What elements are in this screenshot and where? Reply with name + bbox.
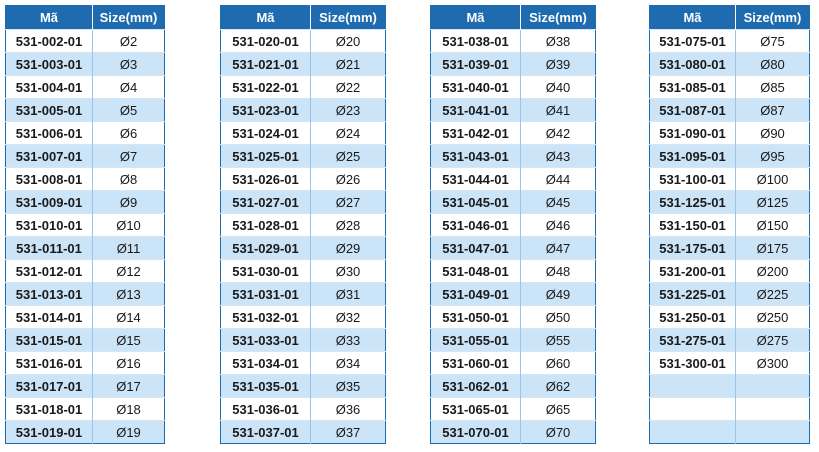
size-cell: Ø38 bbox=[521, 30, 596, 53]
table-row bbox=[650, 53, 810, 76]
table-row bbox=[221, 191, 386, 214]
part-code-cell: 531-027-01 bbox=[221, 191, 311, 214]
table-row bbox=[431, 260, 596, 283]
part-code-cell bbox=[650, 398, 736, 421]
size-cell: Ø5 bbox=[93, 99, 165, 122]
table-row bbox=[431, 30, 596, 53]
size-cell: Ø250 bbox=[736, 306, 810, 329]
size-cell: Ø2 bbox=[93, 30, 165, 53]
table-row bbox=[221, 306, 386, 329]
part-code-cell: 531-026-01 bbox=[221, 168, 311, 191]
size-cell: Ø9 bbox=[93, 191, 165, 214]
part-code-cell: 531-011-01 bbox=[6, 237, 93, 260]
size-table-1 bbox=[5, 5, 165, 444]
part-code-cell: 531-085-01 bbox=[650, 76, 736, 99]
size-cell: Ø26 bbox=[311, 168, 386, 191]
size-cell: Ø42 bbox=[521, 122, 596, 145]
table-row bbox=[221, 214, 386, 237]
part-code-cell: 531-042-01 bbox=[431, 122, 521, 145]
part-code-cell: 531-008-01 bbox=[6, 168, 93, 191]
table-row bbox=[6, 421, 165, 444]
size-table-4 bbox=[649, 5, 810, 444]
size-cell: Ø87 bbox=[736, 99, 810, 122]
table-row bbox=[431, 145, 596, 168]
part-code-cell: 531-044-01 bbox=[431, 168, 521, 191]
part-code-cell: 531-100-01 bbox=[650, 168, 736, 191]
size-cell bbox=[736, 421, 810, 444]
part-code-cell: 531-045-01 bbox=[431, 191, 521, 214]
size-cell: Ø95 bbox=[736, 145, 810, 168]
table-row bbox=[650, 145, 810, 168]
table-row bbox=[221, 145, 386, 168]
table-row bbox=[431, 329, 596, 352]
size-cell: Ø35 bbox=[311, 375, 386, 398]
size-cell: Ø41 bbox=[521, 99, 596, 122]
part-code-cell: 531-005-01 bbox=[6, 99, 93, 122]
table-row bbox=[221, 398, 386, 421]
part-code-cell: 531-090-01 bbox=[650, 122, 736, 145]
part-code-cell: 531-034-01 bbox=[221, 352, 311, 375]
size-cell: Ø17 bbox=[93, 375, 165, 398]
size-cell: Ø13 bbox=[93, 283, 165, 306]
table-row bbox=[650, 375, 810, 398]
size-cell: Ø47 bbox=[521, 237, 596, 260]
part-code-cell: 531-014-01 bbox=[6, 306, 93, 329]
part-code-cell: 531-015-01 bbox=[6, 329, 93, 352]
table-row bbox=[6, 122, 165, 145]
part-code-cell: 531-009-01 bbox=[6, 191, 93, 214]
table-row bbox=[221, 237, 386, 260]
table-row bbox=[650, 122, 810, 145]
table-row bbox=[221, 30, 386, 53]
table-row bbox=[431, 53, 596, 76]
size-cell: Ø11 bbox=[93, 237, 165, 260]
size-cell: Ø75 bbox=[736, 30, 810, 53]
header-code: Mã bbox=[221, 6, 311, 30]
table-row bbox=[6, 398, 165, 421]
table-row bbox=[221, 260, 386, 283]
table-row bbox=[6, 283, 165, 306]
size-cell: Ø28 bbox=[311, 214, 386, 237]
part-code-cell: 531-004-01 bbox=[6, 76, 93, 99]
size-cell: Ø300 bbox=[736, 352, 810, 375]
table-row bbox=[6, 329, 165, 352]
size-cell bbox=[736, 398, 810, 421]
size-cell: Ø85 bbox=[736, 76, 810, 99]
size-cell: Ø24 bbox=[311, 122, 386, 145]
size-cell: Ø16 bbox=[93, 352, 165, 375]
part-code-cell: 531-039-01 bbox=[431, 53, 521, 76]
size-cell: Ø4 bbox=[93, 76, 165, 99]
part-code-cell: 531-047-01 bbox=[431, 237, 521, 260]
part-code-cell: 531-125-01 bbox=[650, 191, 736, 214]
part-code-cell: 531-017-01 bbox=[6, 375, 93, 398]
size-table-3 bbox=[430, 5, 596, 444]
header-size: Size(mm) bbox=[736, 6, 810, 30]
table-row bbox=[431, 122, 596, 145]
part-code-cell: 531-095-01 bbox=[650, 145, 736, 168]
table-row bbox=[650, 99, 810, 122]
size-cell: Ø36 bbox=[311, 398, 386, 421]
table-row bbox=[6, 191, 165, 214]
size-cell: Ø65 bbox=[521, 398, 596, 421]
size-cell: Ø100 bbox=[736, 168, 810, 191]
table-header-row bbox=[6, 6, 165, 30]
size-cell: Ø22 bbox=[311, 76, 386, 99]
table-row bbox=[431, 191, 596, 214]
size-cell: Ø27 bbox=[311, 191, 386, 214]
part-code-cell: 531-065-01 bbox=[431, 398, 521, 421]
table-row bbox=[221, 168, 386, 191]
table-row bbox=[431, 99, 596, 122]
part-code-cell: 531-080-01 bbox=[650, 53, 736, 76]
part-code-cell: 531-016-01 bbox=[6, 352, 93, 375]
table-row bbox=[221, 99, 386, 122]
table-row bbox=[221, 76, 386, 99]
size-cell: Ø29 bbox=[311, 237, 386, 260]
part-code-cell: 531-200-01 bbox=[650, 260, 736, 283]
size-cell: Ø7 bbox=[93, 145, 165, 168]
size-cell: Ø21 bbox=[311, 53, 386, 76]
table-row bbox=[221, 122, 386, 145]
size-cell: Ø19 bbox=[93, 421, 165, 444]
table-header-row bbox=[650, 6, 810, 30]
part-code-cell: 531-019-01 bbox=[6, 421, 93, 444]
size-cell: Ø30 bbox=[311, 260, 386, 283]
part-code-cell: 531-038-01 bbox=[431, 30, 521, 53]
size-cell: Ø32 bbox=[311, 306, 386, 329]
part-code-cell: 531-024-01 bbox=[221, 122, 311, 145]
size-cell: Ø34 bbox=[311, 352, 386, 375]
part-code-cell: 531-025-01 bbox=[221, 145, 311, 168]
part-code-cell: 531-225-01 bbox=[650, 283, 736, 306]
part-code-cell: 531-007-01 bbox=[6, 145, 93, 168]
size-cell: Ø175 bbox=[736, 237, 810, 260]
table-row bbox=[6, 214, 165, 237]
part-code-cell: 531-060-01 bbox=[431, 352, 521, 375]
part-code-cell: 531-050-01 bbox=[431, 306, 521, 329]
table-row bbox=[431, 352, 596, 375]
size-cell: Ø40 bbox=[521, 76, 596, 99]
table-row bbox=[221, 375, 386, 398]
size-cell: Ø225 bbox=[736, 283, 810, 306]
part-code-cell: 531-032-01 bbox=[221, 306, 311, 329]
table-row bbox=[6, 53, 165, 76]
table-row bbox=[431, 76, 596, 99]
part-code-cell: 531-029-01 bbox=[221, 237, 311, 260]
part-code-cell bbox=[650, 421, 736, 444]
table-row bbox=[650, 352, 810, 375]
table-row bbox=[431, 375, 596, 398]
table-row bbox=[6, 352, 165, 375]
part-code-cell: 531-037-01 bbox=[221, 421, 311, 444]
size-cell: Ø55 bbox=[521, 329, 596, 352]
table-row bbox=[6, 260, 165, 283]
size-cell: Ø15 bbox=[93, 329, 165, 352]
size-cell: Ø39 bbox=[521, 53, 596, 76]
part-code-cell: 531-049-01 bbox=[431, 283, 521, 306]
table-row bbox=[650, 283, 810, 306]
size-cell: Ø45 bbox=[521, 191, 596, 214]
table-row bbox=[221, 421, 386, 444]
size-cell: Ø10 bbox=[93, 214, 165, 237]
part-code-cell: 531-062-01 bbox=[431, 375, 521, 398]
size-cell: Ø44 bbox=[521, 168, 596, 191]
part-code-cell: 531-075-01 bbox=[650, 30, 736, 53]
part-code-cell: 531-300-01 bbox=[650, 352, 736, 375]
table-row bbox=[650, 76, 810, 99]
table-row bbox=[650, 214, 810, 237]
part-code-cell: 531-018-01 bbox=[6, 398, 93, 421]
table-row bbox=[650, 329, 810, 352]
table-row bbox=[650, 168, 810, 191]
table-row bbox=[431, 237, 596, 260]
part-code-cell: 531-003-01 bbox=[6, 53, 93, 76]
part-code-cell: 531-055-01 bbox=[431, 329, 521, 352]
part-code-cell: 531-013-01 bbox=[6, 283, 93, 306]
size-cell: Ø18 bbox=[93, 398, 165, 421]
part-code-cell: 531-043-01 bbox=[431, 145, 521, 168]
size-cell: Ø8 bbox=[93, 168, 165, 191]
part-code-cell: 531-046-01 bbox=[431, 214, 521, 237]
table-row bbox=[6, 145, 165, 168]
part-code-cell: 531-006-01 bbox=[6, 122, 93, 145]
size-cell: Ø6 bbox=[93, 122, 165, 145]
size-cell: Ø275 bbox=[736, 329, 810, 352]
table-row bbox=[6, 375, 165, 398]
part-code-cell: 531-033-01 bbox=[221, 329, 311, 352]
part-code-cell: 531-035-01 bbox=[221, 375, 311, 398]
table-row bbox=[221, 329, 386, 352]
size-cell: Ø31 bbox=[311, 283, 386, 306]
table-row bbox=[221, 352, 386, 375]
part-code-cell: 531-041-01 bbox=[431, 99, 521, 122]
table-row bbox=[431, 421, 596, 444]
size-cell: Ø12 bbox=[93, 260, 165, 283]
part-code-cell: 531-002-01 bbox=[6, 30, 93, 53]
part-code-cell: 531-275-01 bbox=[650, 329, 736, 352]
header-code: Mã bbox=[431, 6, 521, 30]
table-row bbox=[6, 30, 165, 53]
size-cell: Ø50 bbox=[521, 306, 596, 329]
table-row bbox=[650, 260, 810, 283]
size-cell: Ø37 bbox=[311, 421, 386, 444]
part-code-cell: 531-030-01 bbox=[221, 260, 311, 283]
table-row bbox=[221, 53, 386, 76]
header-code: Mã bbox=[650, 6, 736, 30]
part-code-cell: 531-036-01 bbox=[221, 398, 311, 421]
part-code-cell: 531-031-01 bbox=[221, 283, 311, 306]
part-code-cell: 531-175-01 bbox=[650, 237, 736, 260]
size-cell: Ø90 bbox=[736, 122, 810, 145]
header-size: Size(mm) bbox=[93, 6, 165, 30]
table-row bbox=[650, 306, 810, 329]
table-header-row bbox=[431, 6, 596, 30]
table-row bbox=[431, 398, 596, 421]
table-row bbox=[650, 237, 810, 260]
size-cell: Ø200 bbox=[736, 260, 810, 283]
size-cell: Ø49 bbox=[521, 283, 596, 306]
part-code-cell: 531-010-01 bbox=[6, 214, 93, 237]
part-code-cell: 531-250-01 bbox=[650, 306, 736, 329]
size-cell: Ø3 bbox=[93, 53, 165, 76]
header-code: Mã bbox=[6, 6, 93, 30]
size-cell: Ø125 bbox=[736, 191, 810, 214]
table-row bbox=[431, 214, 596, 237]
table-row bbox=[431, 168, 596, 191]
table-row bbox=[6, 168, 165, 191]
table-row bbox=[650, 30, 810, 53]
table-row bbox=[6, 76, 165, 99]
table-row bbox=[650, 398, 810, 421]
table-row bbox=[431, 306, 596, 329]
size-cell: Ø14 bbox=[93, 306, 165, 329]
part-code-cell: 531-020-01 bbox=[221, 30, 311, 53]
size-table-2 bbox=[220, 5, 386, 444]
size-cell: Ø43 bbox=[521, 145, 596, 168]
size-cell: Ø33 bbox=[311, 329, 386, 352]
size-cell: Ø60 bbox=[521, 352, 596, 375]
size-cell: Ø150 bbox=[736, 214, 810, 237]
part-code-cell: 531-048-01 bbox=[431, 260, 521, 283]
part-code-cell: 531-070-01 bbox=[431, 421, 521, 444]
part-code-cell: 531-021-01 bbox=[221, 53, 311, 76]
part-code-cell: 531-023-01 bbox=[221, 99, 311, 122]
table-row bbox=[650, 191, 810, 214]
part-code-cell: 531-022-01 bbox=[221, 76, 311, 99]
size-cell: Ø25 bbox=[311, 145, 386, 168]
table-row bbox=[6, 237, 165, 260]
size-cell bbox=[736, 375, 810, 398]
size-cell: Ø70 bbox=[521, 421, 596, 444]
table-row bbox=[6, 306, 165, 329]
part-code-cell: 531-040-01 bbox=[431, 76, 521, 99]
table-row bbox=[6, 99, 165, 122]
size-cell: Ø48 bbox=[521, 260, 596, 283]
table-row bbox=[650, 421, 810, 444]
header-size: Size(mm) bbox=[521, 6, 596, 30]
size-cell: Ø23 bbox=[311, 99, 386, 122]
part-code-cell: 531-012-01 bbox=[6, 260, 93, 283]
part-code-cell: 531-150-01 bbox=[650, 214, 736, 237]
part-code-cell: 531-028-01 bbox=[221, 214, 311, 237]
part-code-cell bbox=[650, 375, 736, 398]
size-cell: Ø46 bbox=[521, 214, 596, 237]
table-row bbox=[431, 283, 596, 306]
size-cell: Ø20 bbox=[311, 30, 386, 53]
size-cell: Ø62 bbox=[521, 375, 596, 398]
table-row bbox=[221, 283, 386, 306]
size-cell: Ø80 bbox=[736, 53, 810, 76]
header-size: Size(mm) bbox=[311, 6, 386, 30]
table-header-row bbox=[221, 6, 386, 30]
part-code-cell: 531-087-01 bbox=[650, 99, 736, 122]
